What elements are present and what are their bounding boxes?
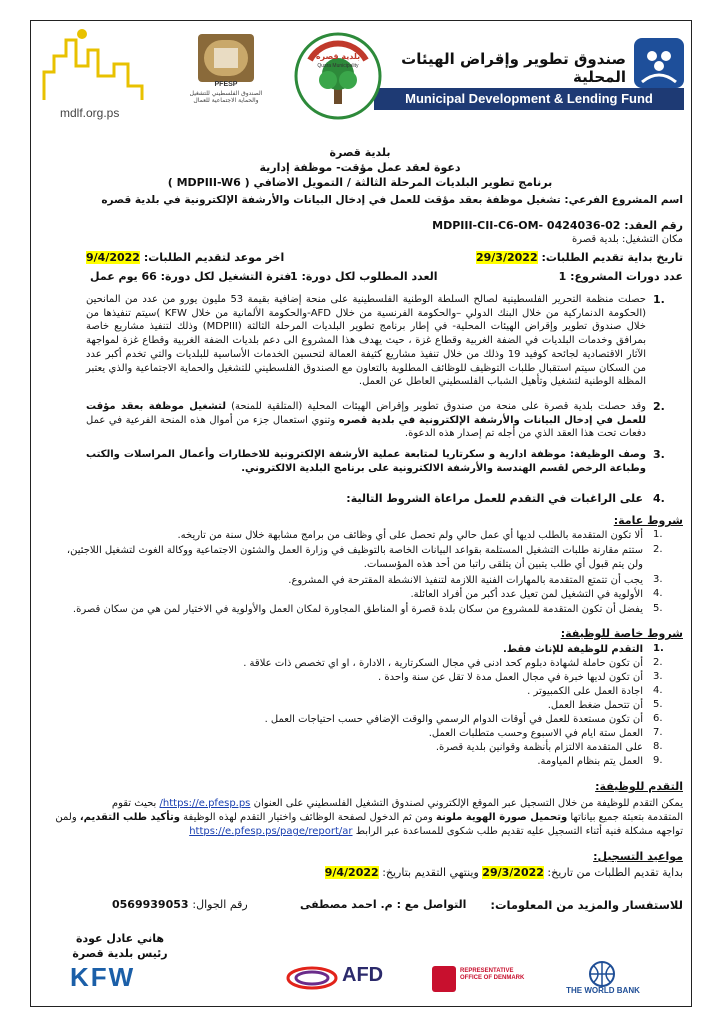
work-period: فترة التشغيل لكل دورة: 66 يوم عمل bbox=[90, 270, 292, 283]
special-item: التقدم للوظيفة للإناث فقط. bbox=[502, 644, 643, 655]
general-num: 5. bbox=[653, 603, 663, 614]
general-num: 2. bbox=[653, 544, 663, 555]
apply-text-2d: وتأكيد طلب التقديم، bbox=[79, 812, 180, 823]
apply-text-1: يمكن التقدم للوظيفة من خلال التسجيل عبر الموقع الإلكتروني لصندوق التشغيل الفلسطيني على العنوان bbox=[253, 798, 683, 809]
title-line-3: برنامج تطوير البلديات المرحلة الثالثة / التمويل الاضافي ( MDPIII-W6 ) bbox=[167, 176, 553, 189]
work-location: مكان التشغيل: بلدية قصرة bbox=[571, 234, 683, 245]
contract-number: رقم العقد: MDPIII-CII-C6-OM- 0424036-02 bbox=[432, 219, 683, 232]
general-item: الأولوية في التشغيل لمن تعيل عدد أكبر من أفراد العائلة. bbox=[410, 589, 643, 600]
special-item: العمل يتم بنظام المياومة. bbox=[537, 756, 643, 767]
general-item: ستتم مقارنة طلبات التشغيل المستلمة بقواعد البيانات الخاصة بالتوظيف في وزارة العمل والشئون الاجتماعية ووكالة الغوث لتشغيل اللاجئين، bbox=[66, 545, 643, 556]
special-num: 4. bbox=[653, 685, 663, 696]
apply-heading: التقدم للوظيفة: bbox=[595, 780, 683, 793]
kfw-logo bbox=[66, 962, 178, 994]
mdlf-logo-block bbox=[374, 38, 684, 120]
qusra-logo-en: Qusra Municipality bbox=[317, 63, 359, 69]
general-conditions-heading: شروط عامة: bbox=[613, 514, 683, 527]
paragraph-2-bold: لتشغيل موظفة بعقد مؤقت للعمل في إدخال البيانات والأرشفة الإلكترونية في بلدية قصره bbox=[86, 401, 646, 426]
denmark-name: REPRESENTATIVE OFFICE OF DENMARK bbox=[460, 968, 525, 981]
qusra-logo-text: بلدية قصرة bbox=[315, 52, 361, 61]
start-date-row bbox=[476, 251, 683, 265]
kfw-name: KFW bbox=[70, 962, 136, 992]
dates-end: 9/4/2022 bbox=[324, 866, 379, 879]
paragraph-1: حصلت منظمة التحرير الفلسطينية لصالح السلطة الوطنية الفلسطينية على منحة إضافية بقيمة 53 مليون يورو من عدد من المانحين (الحكومة الدنماركية من خلال البنك الدولي –والحكومة الفرنسية من خلال AFD-والحكومة الألمانية من خلال KFW )سيتم تنفيذها من خلال صندوق تطوير وإقراض الهيئات المحلية- في إطار برنامج تطوير البلديات المرحلة الثالثة (MDPIII) وذلك لتنفيذ مشاريع خاصة بمرافق وخدمات البلديات في الضفة الغربية وقطاع غزة ، حيث يهدف هذا المشروع الى دعم بلديات الضفة الغربية وقطاع غزة لمواجهة الآثار الاقتصادية لجائحة كوفيد 19 وذلك من خلال تنفيذ مشاريع كثيفة العمالة لتحسين الخدمات الأساسية للبلديات والتي تخدم أكبر عدد من السكان سيتم استقبال طلبات التوظيف للوظائف المطلوبة بالتعاون مع الصندوق الفلسطيني للتشغيل والحماية الاجتماعية والذي يعتبر المظلة الوطنية لتشغيل وتأهيل الشباب الفلسطيني العاطل عن العمل. bbox=[86, 294, 647, 388]
apply-text-2b: وتحميل صورة الهوية ملونة bbox=[436, 812, 568, 823]
signatory-title: رئيس بلدية قصرة bbox=[72, 947, 168, 960]
start-date-label: تاريخ بداية تقديم الطلبات: bbox=[541, 251, 683, 264]
special-num: 5. bbox=[653, 699, 663, 710]
pfesp-label: PFESP bbox=[214, 81, 238, 88]
title-line-1: بلدية قصرة bbox=[329, 146, 391, 159]
special-num: 3. bbox=[653, 671, 663, 682]
apply-line-3 bbox=[189, 825, 683, 839]
header-logos bbox=[38, 26, 684, 126]
special-num: 8. bbox=[653, 741, 663, 752]
mobile-number: 0569939053 bbox=[112, 898, 189, 911]
mdlf-name-ar: صندوق تطوير وإقراض الهيئات المحلية bbox=[401, 50, 626, 86]
apply-text-3: تواجهه مشكلة فنية أثناء التسجيل عليه تقديم طلب شكوى للمساعدة عبر الرابط bbox=[355, 826, 683, 837]
deadline-value: 9/4/2022 bbox=[86, 251, 140, 264]
special-item: أن تتحمل ضغط العمل. bbox=[547, 700, 643, 711]
paragraph-3-number: 3. bbox=[653, 448, 665, 461]
contact-label: للاستفسار والمزيد من المعلومات: bbox=[490, 898, 683, 912]
dates-start: 29/3/2022 bbox=[482, 866, 544, 879]
special-num: 1. bbox=[653, 643, 664, 654]
deadline-row bbox=[86, 251, 284, 265]
contact-person: التواصل مع : م. احمد مصطفى bbox=[300, 898, 467, 911]
qusra-municipality-logo bbox=[290, 30, 386, 122]
apply-line-2 bbox=[55, 811, 683, 825]
special-num: 9. bbox=[653, 755, 663, 766]
conditions-intro: على الراغبات في التقدم للعمل مراعاة الشروط التالية: bbox=[346, 492, 643, 505]
afd-name: AFD bbox=[342, 964, 384, 986]
special-item: أن تكون مستعدة للعمل في أوقات الدوام الرسمي والوقت الإضافي حسب احتياجات العمل . bbox=[264, 714, 643, 725]
apply-text-2c: ومن ثم الدخول لصفحة الوظائف واختيار التقدم لهذه الوظيفة bbox=[183, 812, 433, 823]
complaint-link[interactable]: https://e.pfesp.ps/page/report/ar bbox=[189, 826, 353, 837]
special-item: العمل ستة ايام في الاسبوع وحسب متطلبات العمل. bbox=[428, 728, 643, 739]
dates-heading: مواعيد التسجيل: bbox=[593, 850, 683, 863]
general-item: يجب أن تتمتع المتقدمة بالمهارات الفنية اللازمة لتنفيذ الانشطة المقترحة في المشروع. bbox=[288, 575, 643, 586]
apply-text-2e: ولمن bbox=[55, 812, 77, 823]
signatory-name: هاني عادل عودة bbox=[75, 932, 165, 945]
special-num: 7. bbox=[653, 727, 663, 738]
paragraph-1-number: 1. bbox=[653, 293, 665, 306]
apply-line-1 bbox=[112, 797, 683, 811]
special-conditions-heading: شروط خاصة للوظيفة: bbox=[560, 627, 683, 640]
mdlf-name-en: Municipal Development & Lending Fund bbox=[374, 88, 684, 110]
world-bank-logo bbox=[548, 962, 658, 994]
special-item: أن تكون حاملة لشهادة دبلوم كحد ادنى في مجال السكرتارية ، الادارة ، او اي تخصص ذات علاقة . bbox=[243, 658, 643, 669]
pfesp-site-link[interactable]: https://e.pfesp.ps/ bbox=[159, 798, 251, 809]
paragraph-4-number: 4. bbox=[653, 492, 665, 505]
apply-text-2a: المتقدمة بتعبئة جميع بياناتها bbox=[570, 812, 683, 823]
pfesp-logo bbox=[184, 28, 268, 122]
general-item: يفضل أن تكون المتقدمة للمشروع من سكان بلدة قصرة أو المناطق المجاورة لمكان العمل والأولوية في الاختيار لمن هي من سكان قصرة. bbox=[72, 604, 643, 615]
dates-line bbox=[325, 866, 683, 880]
pfesp-caption: الصندوق الفلسطيني للتشغيل والحماية الاجتماعية للعمال bbox=[189, 90, 263, 104]
general-num: 4. bbox=[653, 588, 663, 599]
general-item: ولن يتم قبول أي طلب يتبين أن يتلقى راتبا من أحد هذه المؤسسات. bbox=[363, 559, 643, 570]
contact-mobile bbox=[112, 898, 248, 912]
paragraph-2-intro: وقد حصلت بلدية قصرة على منحة من صندوق تطوير وإقراض الهيئات المحلية (المتلقية للمنحة) bbox=[231, 401, 646, 412]
title-line-2: دعوة لعقد عمل مؤقت- موظفة إدارية bbox=[259, 161, 461, 174]
paragraph-2-rest: وتنوي استعمال جزء من أموال هذه المنحة الفرعية في عمل دفعات تحت هذا العقد الذي من أجله تم إصدار هذه الدعوة. bbox=[86, 414, 646, 440]
mdlf-url: mdlf.org.ps bbox=[60, 106, 120, 120]
start-date-value: 29/3/2022 bbox=[475, 251, 538, 264]
special-item: أن تكون لديها خبرة في مجال العمل مدة لا تقل عن سنة واحدة . bbox=[378, 672, 643, 683]
dates-prefix: بداية تقديم الطلبات من تاريخ: bbox=[547, 866, 683, 879]
denmark-office-logo bbox=[432, 962, 532, 994]
mdlf-emblem-icon bbox=[634, 38, 684, 88]
general-num: 1. bbox=[653, 529, 663, 540]
special-num: 2. bbox=[653, 657, 663, 668]
world-bank-name: THE WORLD BANK bbox=[566, 986, 640, 995]
special-item: على المتقدمة الالتزام بأنظمة وقوانين بلدية قصرة. bbox=[435, 742, 643, 753]
paragraph-2 bbox=[86, 400, 646, 441]
general-num: 3. bbox=[653, 574, 663, 585]
paragraph-2-number: 2. bbox=[653, 400, 665, 413]
special-num: 6. bbox=[653, 713, 663, 724]
general-item: ألا تكون المتقدمة بالطلب لديها أي عمل حالي ولم تحصل على أي وظائف من برامج مشابهة خلال سنة من تاريخه. bbox=[177, 530, 643, 541]
apply-text-1b: بحيث تقوم bbox=[111, 798, 157, 809]
mdlf-skyline-logo bbox=[38, 26, 168, 124]
denmark-crest-icon bbox=[432, 966, 456, 992]
project-cycles: عدد دورات المشروع: 1 bbox=[558, 270, 683, 283]
subproject-name: اسم المشروع الفرعي: تشغيل موظفة بعقد مؤقت للعمل في إدخال البيانات والأرشفة الإلكترونية في بلدية قصره bbox=[101, 194, 683, 206]
dates-middle: وينتهي التقديم بتاريخ: bbox=[382, 866, 479, 879]
deadline-label: اخر موعد لتقديم الطلبات: bbox=[143, 251, 285, 264]
afd-logo bbox=[286, 962, 402, 994]
special-item: اجادة العمل على الكمبيوتر . bbox=[527, 686, 643, 697]
job-description: وصف الوظيفة: موظفة ادارية و سكرتاريا لمتابعة عملية الأرشفة الإلكترونية للاخطارات وأعمال المراسلات والكتب وطباعة الرخص لقسم الهندسة والأرشفة الالكترونية على برنامج البلدية الالكتروني. bbox=[86, 449, 646, 474]
mobile-label: رقم الجوال: bbox=[192, 898, 248, 911]
required-per-cycle: العدد المطلوب لكل دورة: 1 bbox=[290, 270, 438, 283]
